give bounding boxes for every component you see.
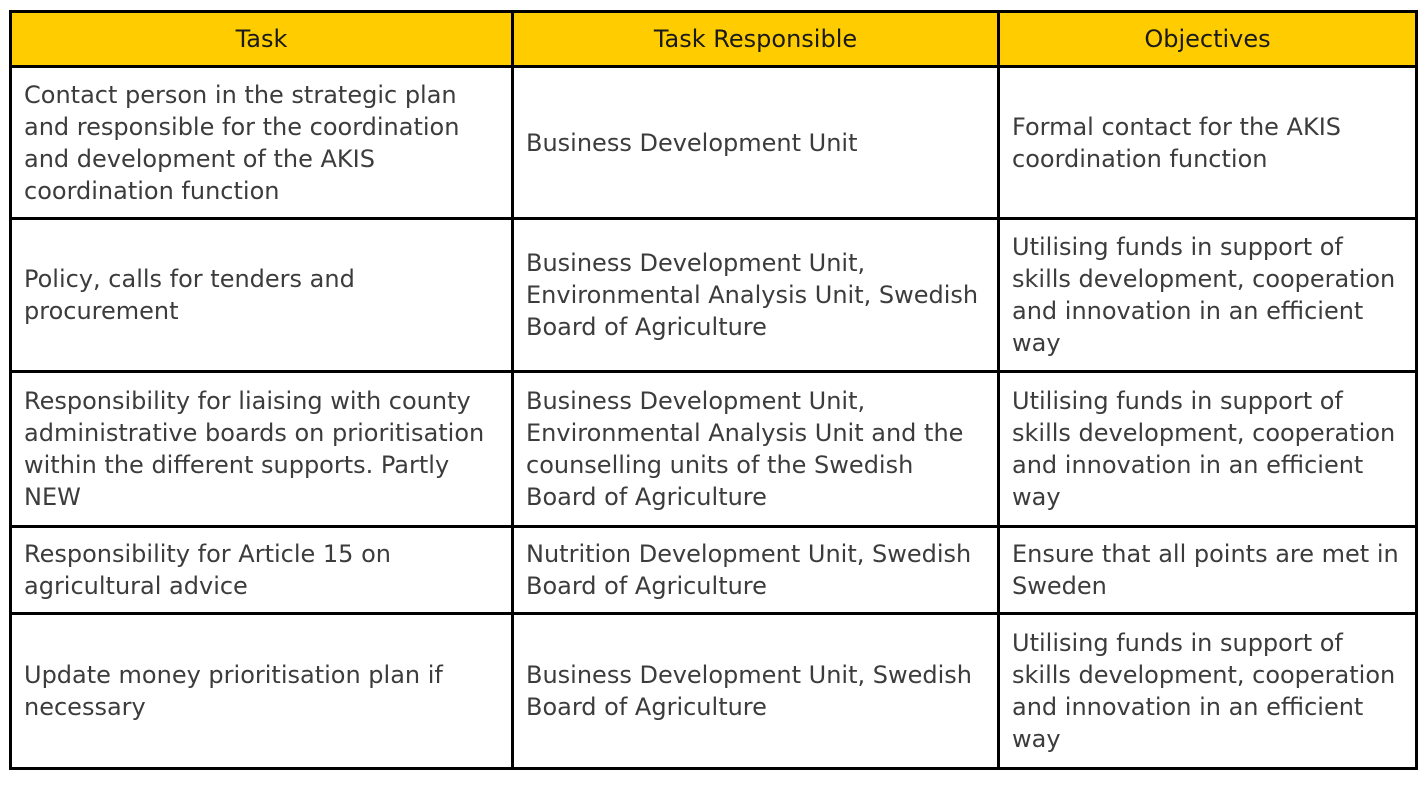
table-row <box>11 614 1417 769</box>
cell-responsible: Business Development Unit, Swedish Board of Agriculture <box>513 614 999 769</box>
cell-responsible: Nutrition Development Unit, Swedish Board of Agriculture <box>513 527 999 614</box>
cell-task: Contact person in the strategic plan and responsible for the coordination and development of the AKIS coordination function <box>11 67 513 219</box>
cell-responsible: Business Development Unit <box>513 67 999 219</box>
table-body <box>11 67 1417 769</box>
table-row <box>11 219 1417 372</box>
cell-responsible: Business Development Unit, Environmental Analysis Unit and the counselling units of the Swedish Board of Agriculture <box>513 372 999 527</box>
cell-task: Update money prioritisation plan if necessary <box>11 614 513 769</box>
header-task: Task <box>11 12 513 67</box>
cell-objectives: Utilising funds in support of skills development, cooperation and innovation in an efficient way <box>999 219 1417 372</box>
table-header <box>11 12 1417 67</box>
header-objectives: Objectives <box>999 12 1417 67</box>
cell-task: Policy, calls for tenders and procurement <box>11 219 513 372</box>
header-task-responsible: Task Responsible <box>513 12 999 67</box>
cell-objectives: Ensure that all points are met in Sweden <box>999 527 1417 614</box>
cell-objectives: Utilising funds in support of skills development, cooperation and innovation in an efficient way <box>999 614 1417 769</box>
table-row <box>11 372 1417 527</box>
table-row <box>11 67 1417 219</box>
cell-objectives: Formal contact for the AKIS coordination function <box>999 67 1417 219</box>
header-row <box>11 12 1417 67</box>
table-row <box>11 527 1417 614</box>
cell-task: Responsibility for Article 15 on agricultural advice <box>11 527 513 614</box>
cell-task: Responsibility for liaising with county administrative boards on prioritisation within the different supports. Partly NEW <box>11 372 513 527</box>
cell-objectives: Utilising funds in support of skills development, cooperation and innovation in an efficient way <box>999 372 1417 527</box>
tasks-table <box>9 10 1418 770</box>
cell-responsible: Business Development Unit, Environmental Analysis Unit, Swedish Board of Agriculture <box>513 219 999 372</box>
